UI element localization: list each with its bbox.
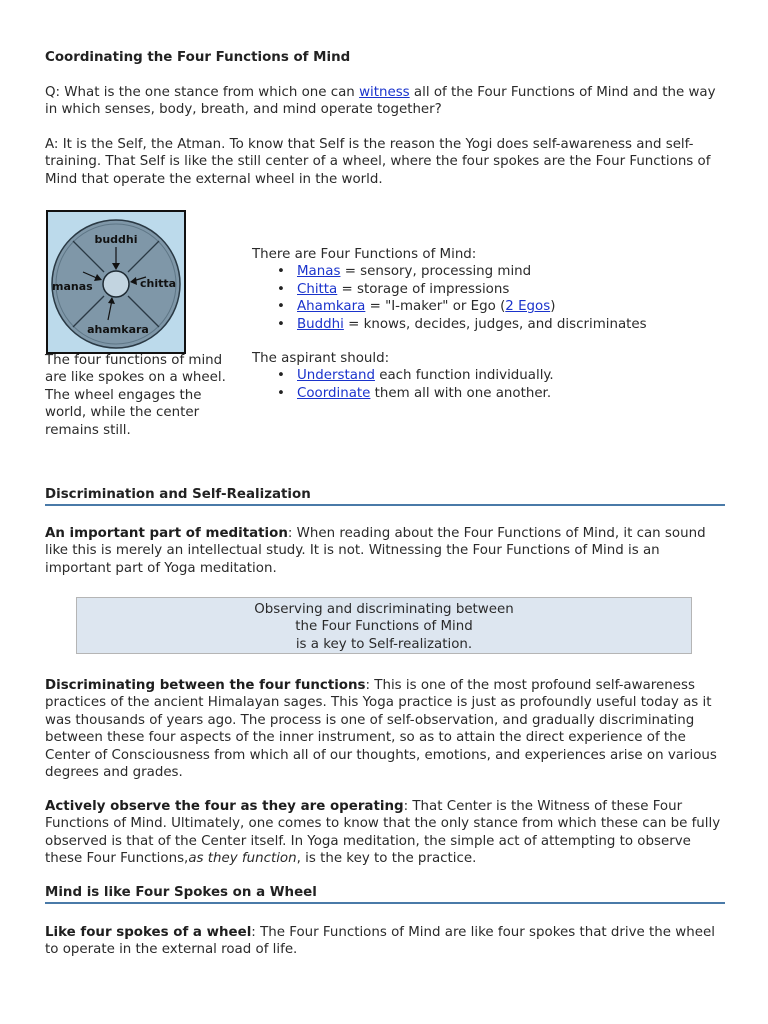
buddhi-description: = knows, decides, judges, and discriminates [343,316,647,332]
wheel-diagram [46,210,186,354]
question-text-end: all of the Four Functions of Mind and the way in which senses, body, breath, and mind operate together? [45,85,716,118]
discriminating-bold-lead: Discriminating between the four functions [45,678,366,693]
four-functions-block [252,246,722,402]
label-manas: manas [52,280,93,293]
observe-text: : That Center is the Witness of these Four Functions of Mind. Ultimately, one comes to know that the only stance from which these can be fully observed is that of the Center itself. In Yoga meditation, the simple act of attempting to observe these Four Functions, [45,799,721,867]
spokes-text: : The Four Functions of Mind are like four spokes that drive the wheel to operate in the external road of life. [45,925,715,958]
spokes-bold-lead: Like four spokes of a wheel [45,925,252,940]
list-item [252,281,722,298]
list-item [252,263,722,280]
witness-link[interactable]: witness [359,85,410,100]
list-item [252,367,722,384]
section-heading-discrimination: Discrimination and Self-Realization [45,487,311,502]
label-buddhi: buddhi [94,233,138,246]
section-divider [45,902,725,904]
quote-line: the Four Functions of Mind [295,619,473,635]
coordinate-link[interactable]: Coordinate [297,385,371,401]
aspirant-list [252,367,722,402]
quote-line: Observing and discriminating between [254,602,514,617]
wheel-hub [103,271,129,297]
meditation-text: : When reading about the Four Functions of Mind, it can sound like this is merely an intellectual study. It is not. Witnessing the Four Functions of Mind is an important part of Yoga meditation. [45,526,706,576]
quote-line: is a key to Self-realization. [295,636,473,652]
question-paragraph [45,84,725,119]
label-chitta: chitta [140,277,177,290]
list-item [252,316,722,333]
question-text-start: Q: What is the one stance from which one can [45,85,360,100]
key-quote-box [76,597,692,654]
two-egos-link[interactable]: 2 Egos [505,299,551,315]
list-item [252,385,722,402]
observe-tail: , is the key to the practice. [296,851,477,867]
understand-link[interactable]: Understand [297,368,375,384]
ahamkara-description: = "I-maker" or Ego ( [365,299,506,315]
list-item [252,298,722,315]
chitta-description: = storage of impressions [337,281,510,297]
coordinate-description: them all with one another. [370,385,552,401]
wheel-diagram-svg [48,212,184,352]
section-heading-spokes: Mind is like Four Spokes on a Wheel [45,885,317,900]
aspirant-intro: The aspirant should: [252,351,390,367]
manas-link[interactable]: Manas [297,264,341,280]
buddhi-link[interactable]: Buddhi [297,316,344,332]
observe-italic: as they function [188,851,297,867]
understand-description: each function individually. [374,368,554,384]
section-divider [45,504,725,506]
ahamkara-link[interactable]: Ahamkara [297,299,366,315]
discriminating-paragraph [45,677,725,781]
spokes-paragraph [45,924,725,959]
observe-paragraph [45,798,725,868]
chitta-link[interactable]: Chitta [297,281,338,297]
answer-paragraph: A: It is the Self, the Atman. To know that Self is the reason the Yogi does self-awareness and self-training. That Self is like the still center of a wheel, where the four spokes are the Four Functions of Mind that operate the external wheel in the world. [45,137,711,187]
manas-description: = sensory, processing mind [340,264,532,280]
observe-bold-lead: Actively observe the four as they are operating [45,799,404,814]
section-heading-coordinating: Coordinating the Four Functions of Mind [45,50,351,65]
ahamkara-tail: ) [550,299,556,315]
meditation-bold-lead: An important part of meditation [45,526,288,541]
label-ahamkara: ahamkara [87,323,149,336]
meditation-paragraph [45,525,725,577]
discriminating-text: : This is one of the most profound self-awareness practices of the ancient Himalayan sages. This Yoga practice is just as profoundly useful today as it was thousands of years ago. The process is one of self-observation, and gradually discriminating between these four aspects of the inner instrument, so as to attain the direct experience of the Center of Consciousness from which all of our thoughts, emotions, and experiences arise on various degrees and grades. [45,678,717,781]
diagram-caption: The four functions of mind are like spokes on a wheel. The wheel engages the world, while the center remains still. [45,353,226,438]
functions-list [252,263,722,333]
functions-intro: There are Four Functions of Mind: [252,247,477,262]
